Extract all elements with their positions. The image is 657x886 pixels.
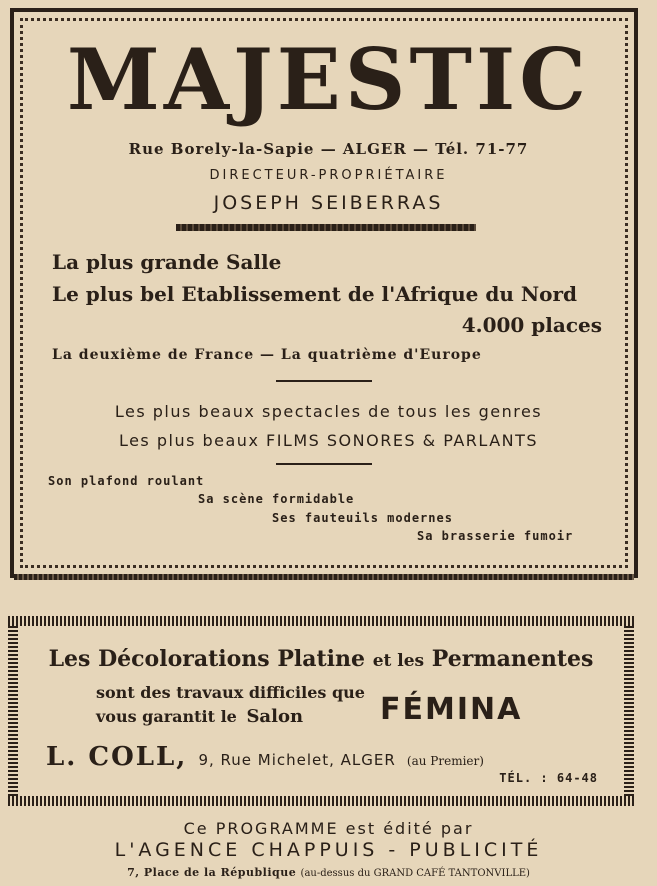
spectacles-line: Les plus beaux spectacles de tous les genres [114,402,543,421]
feature-stage: Sa scène formidable [198,492,355,506]
femina-headline [8,646,634,672]
hatched-border-bottom [8,796,634,806]
headline-part-c: Permanentes [431,646,594,672]
divider-rule [276,463,372,465]
headline-part-b: et les [372,651,425,671]
feature-brasserie: Sa brasserie fumoir [417,529,574,543]
agency-address-note: (au-dessus du GRAND CAFÉ TANTONVILLE) [300,868,530,879]
contact-name: L. COLL, [46,742,188,772]
feature-ceiling: Son plafond roulant [48,474,205,488]
director-name: JOSEPH SEIBERRAS [213,192,444,214]
divider-rule [276,380,372,382]
femina-line-1: sont des travaux difficiles que [96,683,365,702]
femina-brand: FÉMINA [380,692,523,727]
femina-line-2-text: vous garantit le [96,707,237,726]
frame-bottom-rule [14,574,634,580]
femina-line-2 [96,706,303,727]
femina-contact [46,742,484,772]
contact-floor: (au Premier) [406,754,484,768]
hatched-border-top [8,616,634,626]
salon-word: Salon [246,706,304,727]
claim-ranking: La deuxième de France — La quatrième d'Europe [52,347,482,363]
contact-address: 9, Rue Michelet, ALGER [198,751,396,769]
director-label: DIRECTEUR-PROPRIÉTAIRE [209,168,448,183]
agency-name: L'AGENCE CHAPPUIS - PUBLICITÉ [114,839,543,861]
program-publisher-line: Ce PROGRAMME est édité par [183,819,474,838]
agency-address-main: 7, Place de la République [127,866,297,879]
contact-telephone: TÉL. : 64-48 [499,771,598,785]
cinema-title: MAJESTIC [66,30,591,129]
femina-advertisement [8,616,634,806]
decorative-rule [176,224,476,231]
claim-finest-establishment: Le plus bel Etablissement de l'Afrique du Nord [52,282,577,306]
agency-address [0,866,657,879]
feature-seats: Ses fauteuils modernes [272,511,453,525]
films-line: Les plus beaux FILMS SONORES & PARLANTS [118,431,539,450]
headline-part-a: Les Décolorations Platine [48,646,366,672]
claim-largest-hall: La plus grande Salle [52,250,282,274]
cinema-address: Rue Borely-la-Sapie — ALGER — Tél. 71-77 [128,140,529,158]
claim-seats: 4.000 places [461,313,602,337]
